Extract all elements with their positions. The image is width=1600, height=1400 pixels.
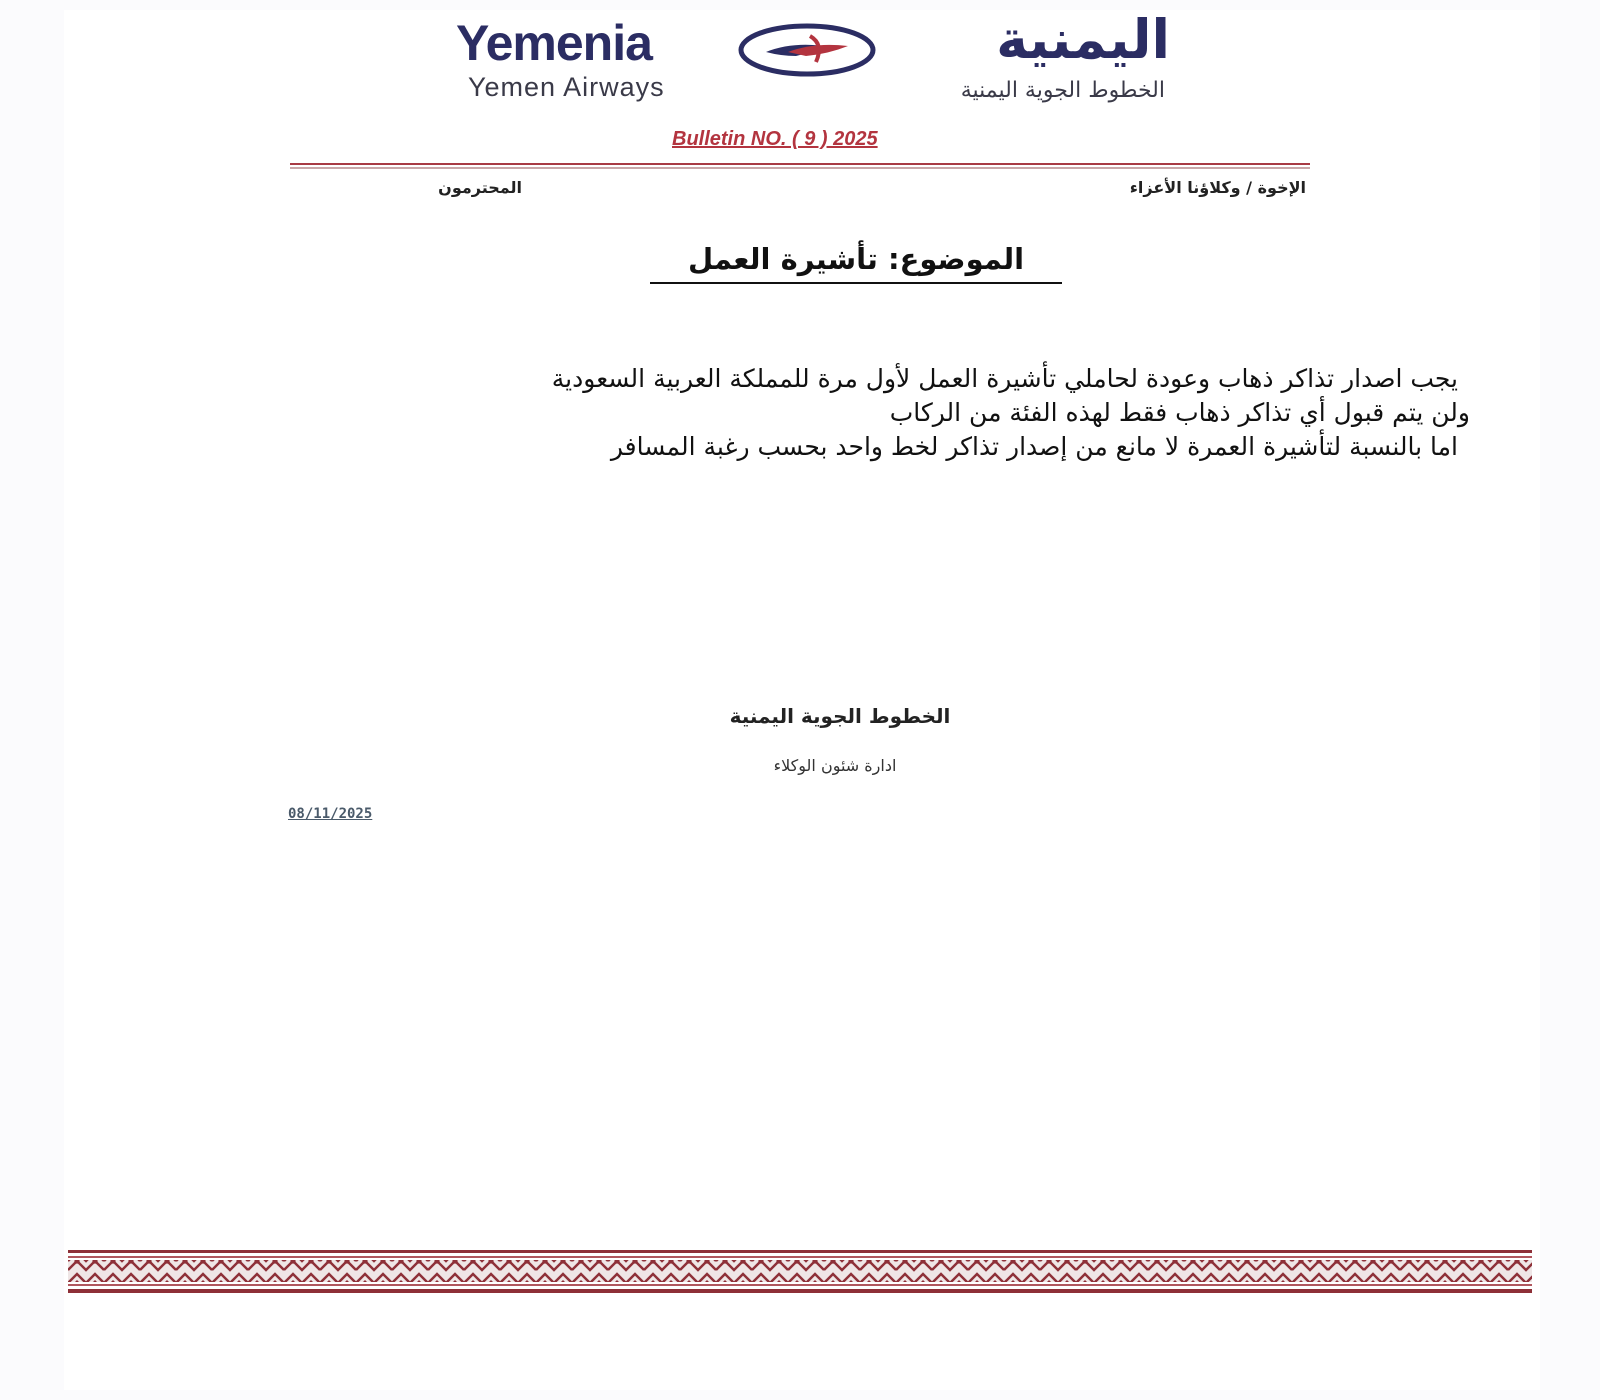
- header-divider: [290, 163, 1310, 169]
- body-line: يجب اصدار تذاكر ذهاب وعودة لحاملي تأشيرة العمل لأول مرة للمملكة العربية السعودية: [551, 364, 1458, 393]
- logo-arabic: اليمنية: [996, 8, 1170, 71]
- body-line: اما بالنسبة لتأشيرة العمرة لا مانع من إصدار تذاكر لخط واحد بحسب رغبة المسافر: [610, 432, 1458, 461]
- ornamental-border: [68, 1250, 1532, 1296]
- greeting-recipients: الإخوة / وكلاؤنا الأعزاء: [1129, 178, 1306, 197]
- logo-arabic-subtitle: الخطوط الجوية اليمنية: [960, 78, 1165, 103]
- bulletin-number: Bulletin NO. ( 9 ) 2025: [672, 128, 878, 150]
- yemenia-bird-emblem-icon: [736, 22, 878, 78]
- logo-english-subtitle: Yemen Airways: [468, 72, 665, 102]
- bulletin-page: [64, 10, 1540, 1390]
- signature-department: ادارة شئون الوكلاء: [773, 756, 897, 775]
- logo-english: Yemenia: [456, 15, 652, 71]
- signature-organization: الخطوط الجوية اليمنية: [729, 704, 951, 728]
- body-line: ولن يتم قبول أي تذاكر ذهاب فقط لهذه الفئة من الركاب: [889, 398, 1470, 427]
- subject-heading: الموضوع: تأشيرة العمل: [650, 242, 1062, 284]
- bulletin-date: 08/11/2025: [288, 806, 373, 822]
- greeting-honorific: المحترمون: [438, 178, 522, 197]
- bulletin-body: [130, 362, 1470, 464]
